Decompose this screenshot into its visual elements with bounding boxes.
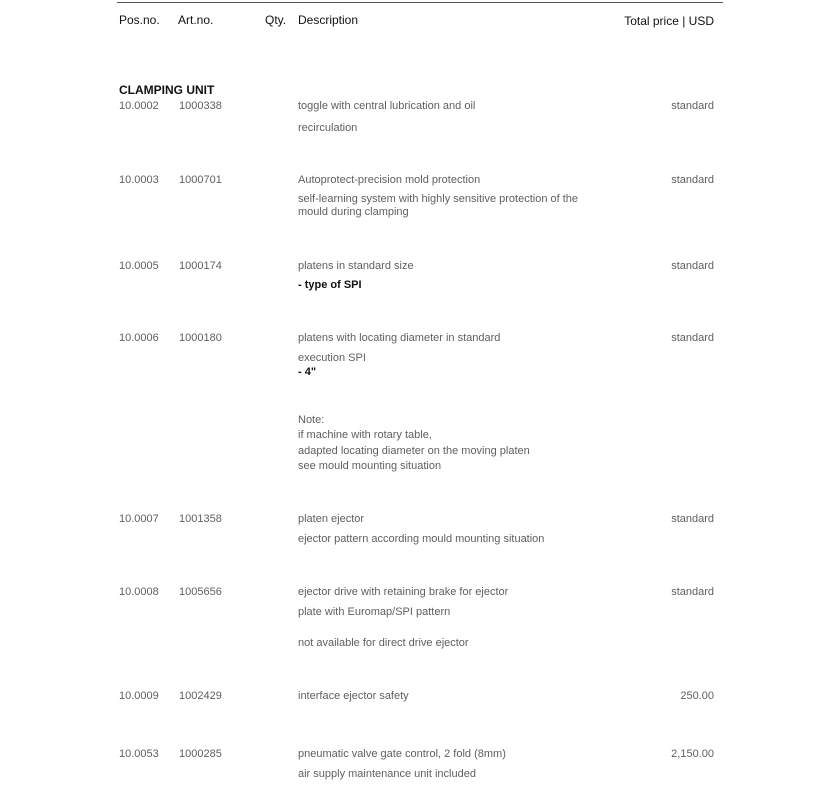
item-description-line: platens with locating diameter in standard bbox=[298, 332, 501, 344]
item-pos: 10.0003 bbox=[119, 174, 159, 186]
item-pos: 10.0009 bbox=[119, 690, 159, 702]
header-total-price: Total price | USD bbox=[624, 14, 714, 28]
item-description-line: self-learning system with highly sensitive protection of the bbox=[298, 193, 579, 205]
item-pos: 10.0053 bbox=[119, 748, 159, 760]
header-qty: Qty. bbox=[265, 13, 287, 27]
item-art: 1000701 bbox=[179, 174, 222, 186]
item-description-line: toggle with central lubrication and oil bbox=[298, 100, 476, 112]
header-art-no: Art.no. bbox=[178, 13, 214, 27]
item-description-line: recirculation bbox=[298, 122, 358, 134]
item-art: 1000180 bbox=[179, 332, 222, 344]
header-description: Description bbox=[298, 13, 359, 27]
item-pos: 10.0006 bbox=[119, 332, 159, 344]
item-art: 1002429 bbox=[179, 690, 222, 702]
item-description-line: Autoprotect-precision mold protection bbox=[298, 174, 481, 186]
item-price: standard bbox=[671, 586, 714, 598]
header-top-rule bbox=[117, 2, 723, 3]
item-description-line: platen ejector bbox=[298, 513, 365, 525]
item-art: 1000285 bbox=[179, 748, 222, 760]
item-description-line: ejector drive with retaining brake for ejector bbox=[298, 586, 509, 598]
item-note-line: adapted locating diameter on the moving platen bbox=[298, 445, 530, 457]
item-price: standard bbox=[671, 260, 714, 272]
item-description-line: pneumatic valve gate control, 2 fold (8mm) bbox=[298, 748, 506, 760]
item-pos: 10.0002 bbox=[119, 100, 159, 112]
item-pos: 10.0008 bbox=[119, 586, 159, 598]
item-description-line: air supply maintenance unit included bbox=[298, 768, 476, 780]
item-pos: 10.0005 bbox=[119, 260, 159, 272]
item-note-line: if machine with rotary table, bbox=[298, 429, 432, 441]
item-price: standard bbox=[671, 100, 714, 112]
item-description-line: - type of SPI bbox=[298, 279, 362, 291]
header-pos-no: Pos.no. bbox=[119, 13, 160, 27]
item-price: 2,150.00 bbox=[671, 748, 714, 760]
item-note-line: Note: bbox=[298, 414, 325, 426]
section-title-clamping-unit: CLAMPING UNIT bbox=[119, 83, 215, 97]
item-description-line: - 4" bbox=[298, 366, 317, 378]
item-description-line: ejector pattern according mould mounting situation bbox=[298, 533, 545, 545]
item-price: standard bbox=[671, 513, 714, 525]
item-art: 1000338 bbox=[179, 100, 222, 112]
item-art: 1005656 bbox=[179, 586, 222, 598]
item-description-line: mould during clamping bbox=[298, 206, 409, 218]
item-description-line: plate with Euromap/SPI pattern bbox=[298, 606, 451, 618]
item-art: 1000174 bbox=[179, 260, 222, 272]
item-pos: 10.0007 bbox=[119, 513, 159, 525]
item-description-line: platens in standard size bbox=[298, 260, 414, 272]
item-art: 1001358 bbox=[179, 513, 222, 525]
item-price: standard bbox=[671, 332, 714, 344]
item-price: 250.00 bbox=[680, 690, 714, 702]
item-description-line: not available for direct drive ejector bbox=[298, 637, 469, 649]
item-description-line: interface ejector safety bbox=[298, 690, 409, 702]
item-note-line: see mould mounting situation bbox=[298, 460, 442, 472]
item-price: standard bbox=[671, 174, 714, 186]
item-description-line: execution SPI bbox=[298, 352, 366, 364]
